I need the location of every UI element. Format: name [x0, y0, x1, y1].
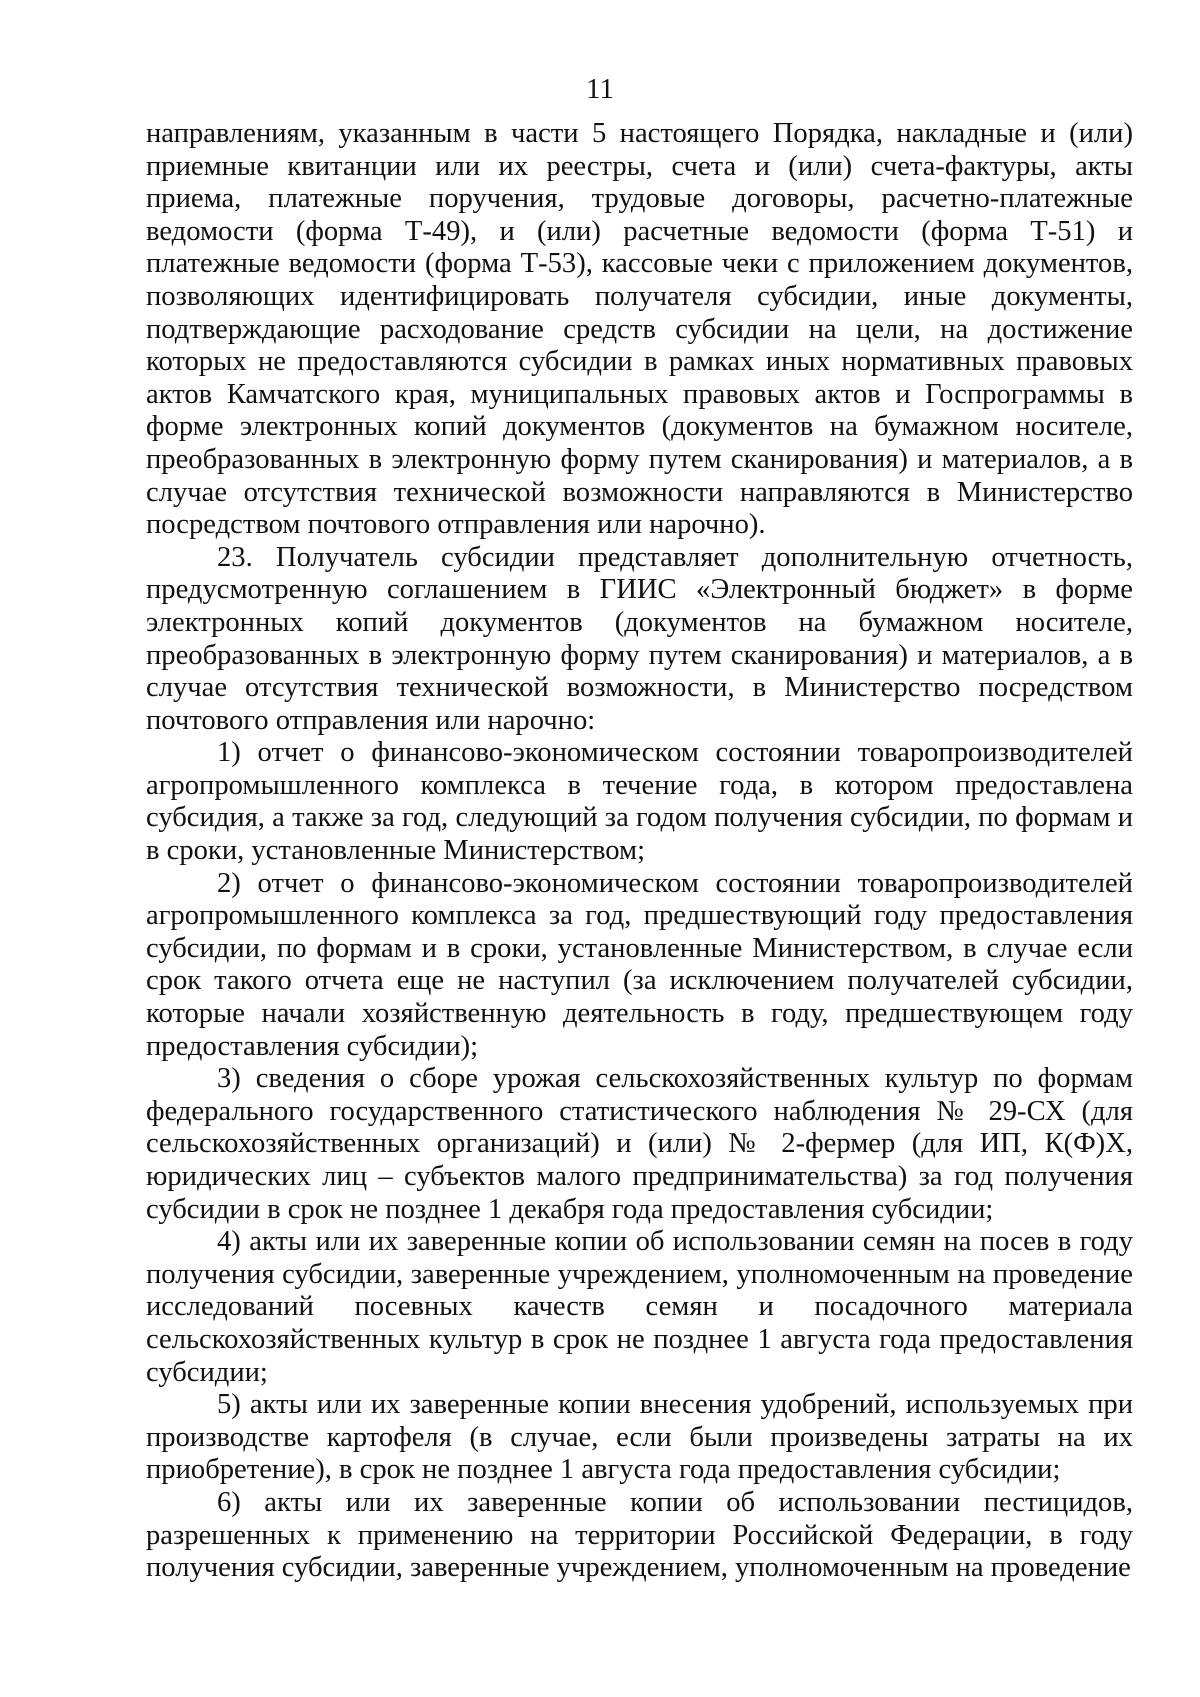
paragraph-item-1: 1) отчет о финансово-экономическом состоянии товаропроизводителей агропромышленного комплекса в течение года, в котором предоставлена субсидия, а также за год, следующий за годом получения субсидии, по формам и в сроки, установленные Министерством; — [146, 737, 1133, 867]
paragraph-item-6: 6) акты или их заверенные копии об использовании пестицидов, разрешенных к применению на территории Российской Федерации, в году получения субсидии, заверенные учреждением, уполномоченным на проведение — [146, 1486, 1133, 1584]
paragraph-clause-23: 23. Получатель субсидии представляет дополнительную отчетность, предусмотренную соглашением в ГИИС «Электронный бюджет» в форме электронных копий документов (документов на бумажном носителе, преобразованных в электронную форму путем сканирования) и материалов, а в случае отсутствия технической возможности, в Министерство посредством почтового отправления или нарочно: — [146, 541, 1133, 736]
page-number: 11 — [586, 73, 614, 105]
paragraph-item-4: 4) акты или их заверенные копии об использовании семян на посев в году получения субсидии, заверенные учреждением, уполномоченным на проведение исследований посевных качеств семян и посадочного материала сельскохозяйственных культур в срок не позднее 1 августа года предоставления субсидии; — [146, 1226, 1133, 1388]
paragraph-item-2: 2) отчет о финансово-экономическом состоянии товаропроизводителей агропромышленного комплекса за год, предшествующий году предоставления субсидии, по формам и в сроки, установленные Министерством, в случае если срок такого отчета еще не наступил (за исключением получателей субсидии, которые начали хозяйственную деятельность в году, предшествующем году предоставления субсидии); — [146, 867, 1133, 1062]
document-body — [146, 118, 1133, 1585]
paragraph-item-5: 5) акты или их заверенные копии внесения удобрений, используемых при производстве картофеля (в случае, если были произведены затраты на их приобретение), в срок не позднее 1 августа года предоставления субсидии; — [146, 1389, 1133, 1486]
paragraph-item-3: 3) сведения о сборе урожая сельскохозяйственных культур по формам федерального государственного статистического наблюдения № 29-СХ (для сельскохозяйственных организаций) и (или) № 2-фермер (для ИП, К(Ф)Х, юридических лиц – субъектов малого предпринимательства) за год получения субсидии в срок не позднее 1 декабря года предоставления субсидии; — [146, 1063, 1133, 1225]
paragraph-continuation: направлениям, указанным в части 5 настоящего Порядка, накладные и (или) приемные квитанции или их реестры, счета и (или) счета-фактуры, акты приема, платежные поручения, трудовые договоры, расчетно-платежные ведомости (форма Т-49), и (или) расчетные ведомости (форма Т-51) и платежные ведомости (форма Т-53), кассовые чеки с приложением документов, позволяющих идентифицировать получателя субсидии, иные документы, подтверждающие расходование средств субсидии на цели, на достижение которых не предоставляются субсидии в рамках иных нормативных правовых актов Камчатского края, муниципальных правовых актов и Госпрограммы в форме электронных копий документов (документов на бумажном носителе, преобразованных в электронную форму путем сканирования) и материалов, а в случае отсутствия технической возможности направляются в Министерство посредством почтового отправления или нарочно). — [146, 118, 1133, 541]
